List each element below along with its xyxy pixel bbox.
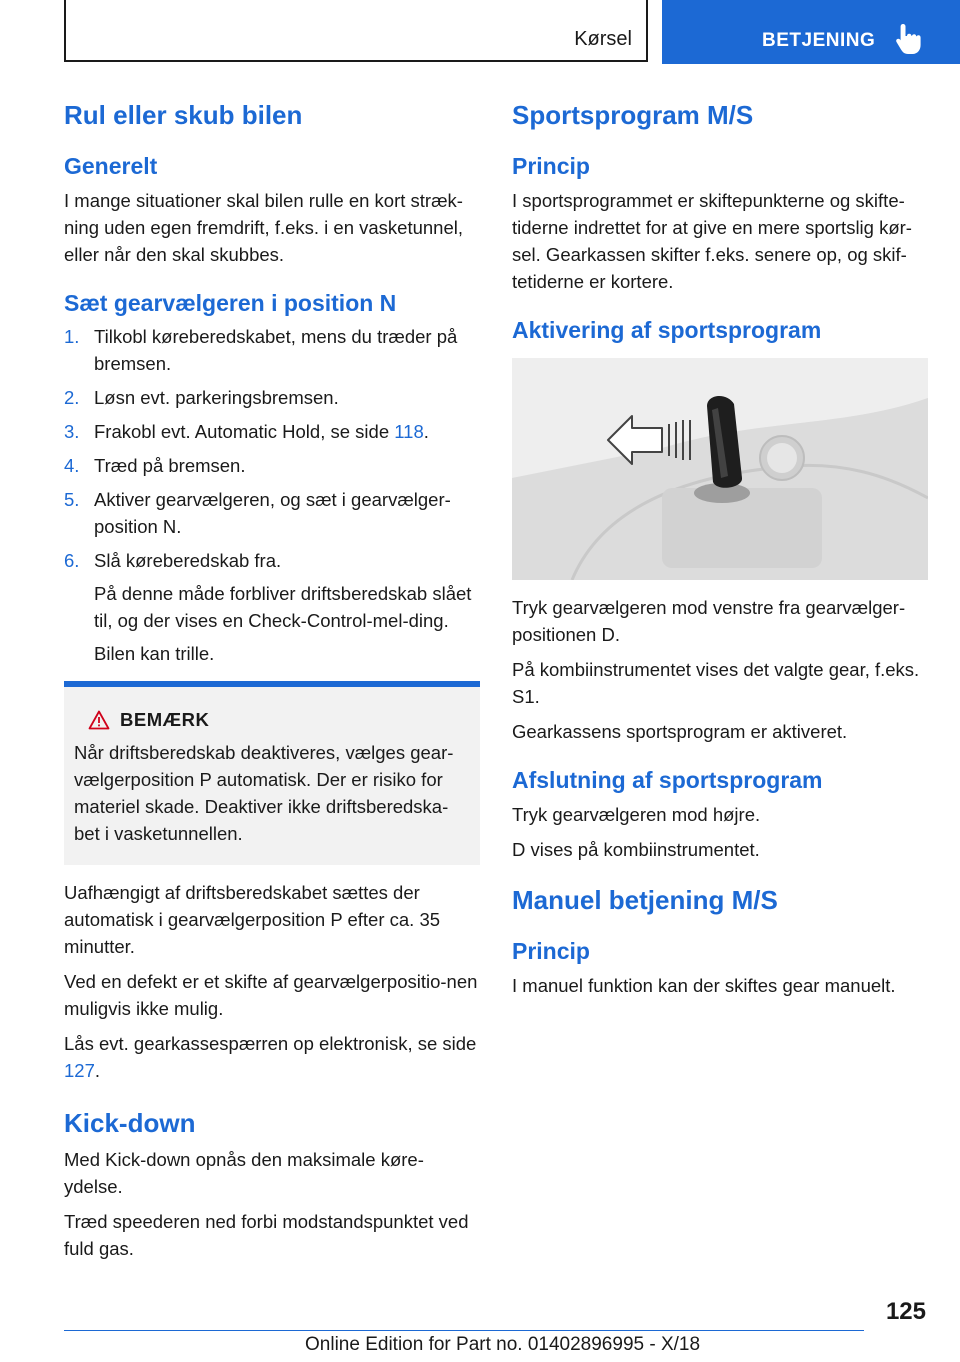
heading-manual: Manuel betjening M/S bbox=[512, 884, 778, 915]
list-item: 1. Tilkobl køreberedskabet, mens du træder på bremsen. bbox=[64, 326, 458, 375]
paragraph-push-left: Tryk gearvælgeren mod venstre fra gearvælger-positionen D. bbox=[512, 597, 906, 646]
paragraph-lock: Lås evt. gearkassespærren op elektronisk, se side 127. bbox=[64, 1033, 477, 1082]
heading-principle-2: Princip bbox=[512, 938, 590, 965]
list-item: 6. Slå køreberedskab fra. På denne måde forbliver driftsberedskab slået til, og der vises en Check-Control-mel-ding. Bilen kan trille. bbox=[64, 547, 480, 667]
heading-general: Generelt bbox=[64, 153, 158, 180]
page-link-118[interactable]: 118 bbox=[394, 421, 424, 443]
paragraph-kick-1: Med Kick-down opnås den maksimale køre-ydelse. bbox=[64, 1148, 424, 1197]
notice-text: Når driftsberedskab deaktiveres, vælges gear-vælgerposition P automatisk. Der er risiko for materiel skade. Deaktiver ikke driftsberedska-bet i vasketunnellen. bbox=[74, 742, 454, 845]
paragraph-general: I mange situationer skal bilen rulle en kort stræk-ning uden egen fremdrift, f.eks. i en vasketunnel, eller når den skal skubbes. bbox=[64, 189, 464, 265]
heading-set-n: Sæt gearvælgeren i position N bbox=[64, 289, 397, 316]
paragraph-manual: I manuel funktion kan der skiftes gear manuelt. bbox=[512, 974, 896, 996]
right-column bbox=[512, 100, 928, 999]
notice-title: BEMÆRK bbox=[120, 709, 210, 731]
step-sub-paragraph: På denne måde forbliver driftsberedskab slået til, og der vises en Check-Control-mel-ding. bbox=[94, 583, 472, 632]
paragraph-kick-2: Træd speederen ned forbi modstandspunktet ved fuld gas. bbox=[64, 1210, 469, 1259]
header-section-box bbox=[64, 0, 648, 62]
paragraph-defect: Ved en defekt er et skifte af gearvælgerpositio-nen muligvis ikke mulig. bbox=[64, 971, 478, 1020]
gear-selector-photo bbox=[512, 358, 928, 580]
section-title: Kørsel bbox=[574, 28, 632, 50]
hand-pointer-icon bbox=[894, 22, 922, 56]
heading-kick-down: Kick-down bbox=[64, 1108, 196, 1139]
left-column bbox=[64, 100, 480, 1262]
heading-end-sport: Afslutning af sportsprogram bbox=[512, 767, 823, 794]
page-number: 125 bbox=[885, 1298, 926, 1325]
list-item: 5. Aktiver gearvælgeren, og sæt i gearvælger-position N. bbox=[64, 489, 451, 538]
warning-triangle-icon bbox=[88, 710, 110, 730]
notice-box bbox=[64, 681, 480, 865]
gear-selector-illustration bbox=[512, 358, 928, 580]
paragraph-active: Gearkassens sportsprogram er aktiveret. bbox=[512, 721, 848, 743]
footer-edition: Online Edition for Part no. 01402896995 - X/18 bbox=[305, 1334, 701, 1355]
page-link-127[interactable]: 127 bbox=[64, 1060, 95, 1082]
heading-principle: Princip bbox=[512, 153, 590, 180]
list-item: 2. Løsn evt. parkeringsbremsen. bbox=[64, 387, 339, 409]
paragraph-push-right: Tryk gearvælgeren mod højre. bbox=[512, 803, 761, 825]
paragraph-display: På kombiinstrumentet vises det valgte gear, f.eks. S1. bbox=[512, 659, 920, 708]
steps-list bbox=[64, 323, 480, 667]
list-item: 3. Frakobl evt. Automatic Hold, se side 118. bbox=[64, 421, 429, 443]
chapter-title: BETJENING bbox=[762, 30, 876, 51]
paragraph-principle: I sportsprogrammet er skiftepunkterne og skifte-tiderne indrettet for at give en mere sportslig kør-sel. Gearkassen skifter f.eks. senere op, og skif-tetiderne er kortere. bbox=[512, 189, 912, 292]
heading-roll-push: Rul eller skub bilen bbox=[64, 100, 303, 130]
paragraph-d-shown: D vises på kombiinstrumentet. bbox=[512, 838, 760, 860]
heading-activate: Aktivering af sportsprogram bbox=[512, 316, 822, 343]
step-sub-paragraph: Bilen kan trille. bbox=[94, 643, 215, 665]
heading-sport-program: Sportsprogram M/S bbox=[512, 100, 754, 130]
footer-divider bbox=[64, 1330, 864, 1331]
list-item: 4. Træd på bremsen. bbox=[64, 455, 246, 477]
paragraph-independent: Uafhængigt af driftsberedskabet sættes der automatisk i gearvælgerposition P efter ca. 35 minutter. bbox=[64, 882, 441, 958]
header-chapter-tab bbox=[662, 0, 960, 64]
